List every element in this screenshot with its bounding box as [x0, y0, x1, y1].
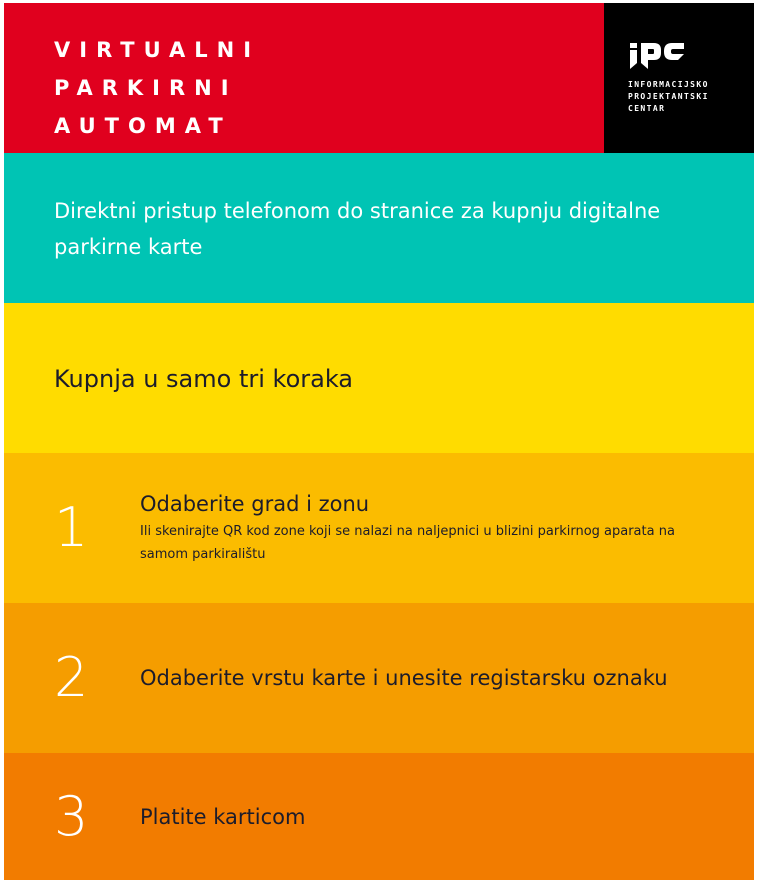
step-title: Platite karticom — [140, 804, 306, 829]
app-title-line: PARKIRNI — [54, 76, 238, 100]
steps-heading-banner — [4, 303, 754, 453]
step-subtitle: Ili skenirajte QR kod zone koji se nalazi na naljepnici u blizini parkirnog aparata na samom parkiralištu — [140, 524, 675, 562]
step-title: Odaberite vrstu karte i unesite registarsku oznaku — [140, 666, 668, 690]
ipc-logo-icon — [628, 39, 688, 73]
step-body — [140, 803, 754, 831]
logo-text — [628, 79, 754, 115]
ipc-logo[interactable] — [604, 3, 754, 153]
step-3[interactable] — [4, 753, 754, 880]
app-title-line: AUTOMAT — [54, 114, 232, 138]
intro-banner — [4, 153, 754, 303]
step-number: 1 — [54, 496, 89, 559]
step-1[interactable] — [4, 453, 754, 603]
header — [4, 3, 754, 153]
step-2[interactable] — [4, 603, 754, 753]
logo-text-line: PROJEKTANTSKI — [628, 92, 709, 101]
step-number: 3 — [54, 784, 89, 848]
app-title-line: VIRTUALNI — [54, 38, 261, 62]
steps-heading: Kupnja u samo tri koraka — [54, 365, 354, 393]
app-title — [4, 3, 604, 153]
intro-text: Direktni pristup telefonom do stranice za kupnju digitalne parkirne karte — [54, 199, 661, 259]
logo-text-line: CENTAR — [628, 104, 666, 113]
step-body — [140, 490, 754, 566]
step-number: 2 — [54, 646, 89, 709]
logo-text-line: INFORMACIJSKO — [628, 80, 709, 89]
step-title: Odaberite grad i zonu — [140, 492, 370, 516]
step-body — [140, 664, 754, 692]
